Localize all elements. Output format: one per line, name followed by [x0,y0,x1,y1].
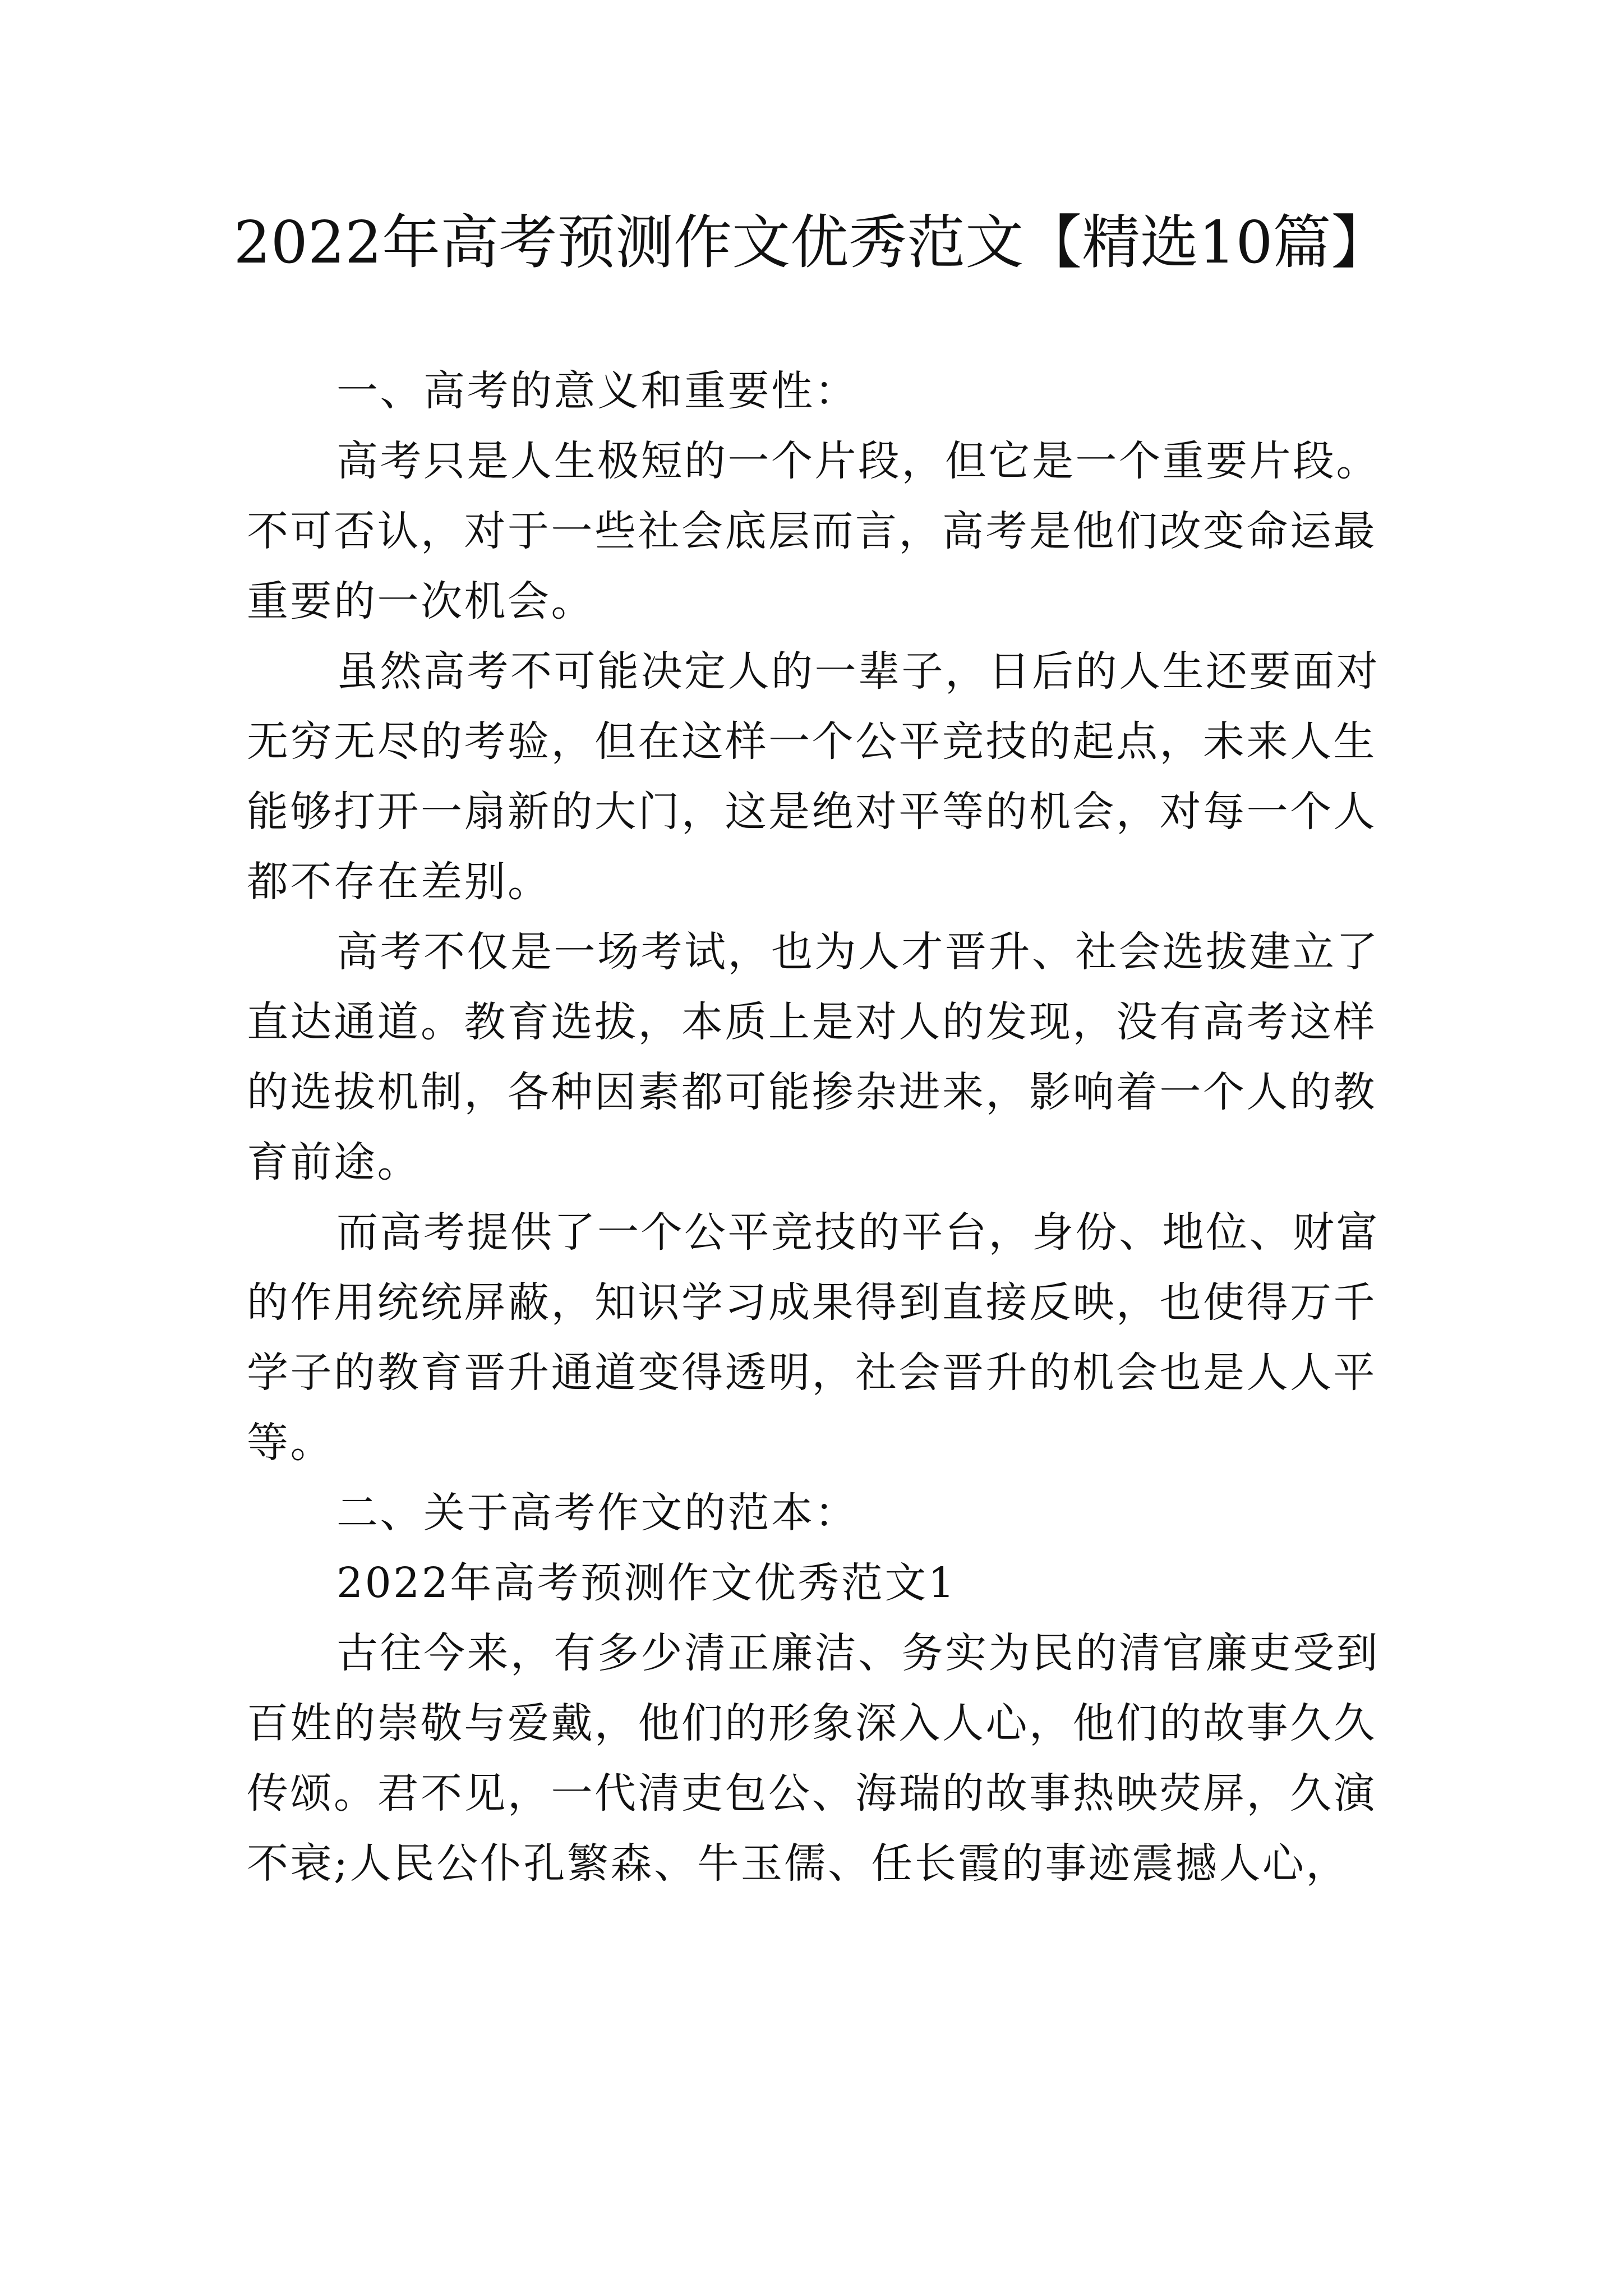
paragraph-line: 古往今来，有多少清正廉洁、务实为民的清官廉吏受到 [336,1629,1380,1677]
section-heading-1: 一、高考的意义和重要性： [336,367,858,415]
paragraph-line: 重要的一次机会。 [247,577,594,625]
section-heading-2: 二、关于高考作文的范本： [336,1489,858,1537]
paragraph-line: 百姓的崇敬与爱戴，他们的形象深入人心，他们的故事久久 [247,1699,1377,1747]
paragraph-line: 而高考提供了一个公平竞技的平台，身份、地位、财富 [336,1208,1380,1257]
essay-subtitle: 2022年高考预测作文优秀范文1 [336,1559,957,1607]
paragraph-line: 不衰;人民公仆孔繁森、牛玉儒、任长霞的事迹震撼人心， [247,1839,1349,1888]
paragraph-line: 等。 [247,1419,334,1467]
paragraph-line: 的作用统统屏蔽，知识学习成果得到直接反映，也使得万千 [247,1278,1377,1327]
document-title: 2022年高考预测作文优秀范文【精选10篇】 [233,208,1390,277]
paragraph-line: 无穷无尽的考验，但在这样一个公平竞技的起点，未来人生 [247,717,1377,766]
paragraph-line: 传颂。君不见，一代清吏包公、海瑞的故事热映荧屏，久演 [247,1769,1377,1818]
paragraph-line: 高考不仅是一场考试，也为人才晋升、社会选拔建立了 [336,928,1380,976]
paragraph-line: 育前途。 [247,1138,421,1186]
paragraph-line: 高考只是人生极短的一个片段，但它是一个重要片段。 [336,437,1380,485]
paragraph-line: 能够打开一扇新的大门，这是绝对平等的机会，对每一个人 [247,788,1377,836]
paragraph-line: 虽然高考不可能决定人的一辈子，日后的人生还要面对 [336,647,1380,696]
paragraph-line: 直达通道。教育选拔，本质上是对人的发现，没有高考这样 [247,998,1377,1046]
paragraph-line: 学子的教育晋升通道变得透明，社会晋升的机会也是人人平 [247,1349,1377,1397]
paragraph-line: 都不存在差别。 [247,858,551,906]
paragraph-line: 的选拔机制，各种因素都可能掺杂进来，影响着一个人的教 [247,1068,1377,1116]
paragraph-line: 不可否认，对于一些社会底层而言，高考是他们改变命运最 [247,507,1377,555]
